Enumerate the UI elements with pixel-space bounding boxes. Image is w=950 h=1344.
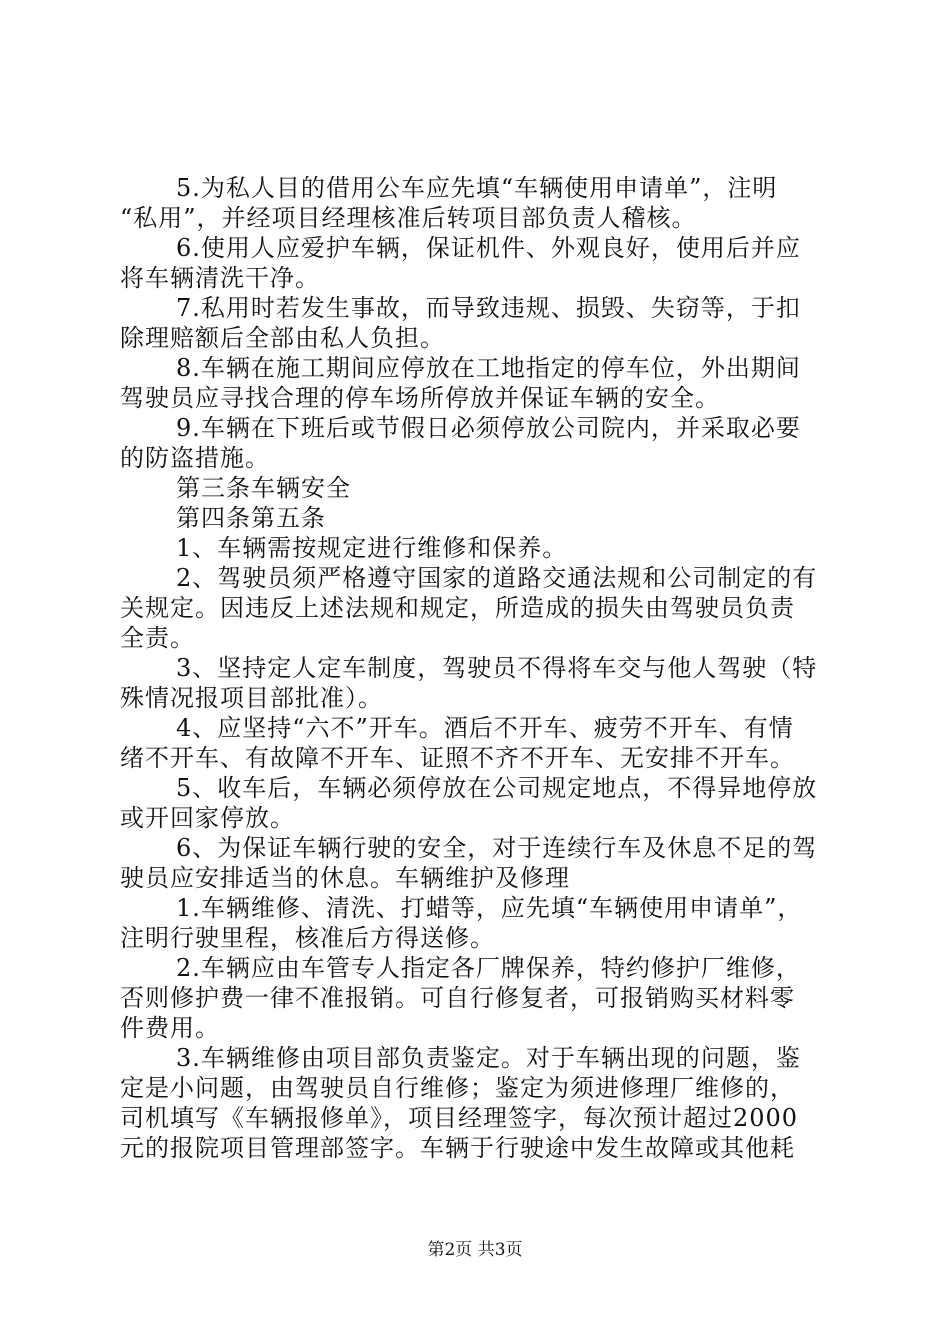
text-line: 件费用。 <box>120 1014 220 1042</box>
text-line: 注明行驶里程，核准后方得送修。 <box>120 924 495 952</box>
text-line: 5.为私人目的借用公车应先填“车辆使用申请单”，注明 <box>176 174 778 202</box>
text-line: 7.私用时若发生事故，而导致违规、损毁、失窃等，于扣 <box>176 294 801 322</box>
text-line: 殊情况报项目部批准）。 <box>120 684 383 712</box>
text-line: 第四条第五条 <box>176 504 326 532</box>
text-line: 的防盗措施。 <box>120 444 270 472</box>
text-line: 2、驾驶员须严格遵守国家的道路交通法规和公司制定的有 <box>176 564 818 592</box>
document-body <box>120 173 832 1163</box>
text-line: 否则修护费一律不准报销。可自行修复者，可报销购买材料零 <box>120 984 795 1012</box>
text-line: 全责。 <box>120 624 195 652</box>
text-line: “私用”，并经项目经理核准后转项目部负责人稽核。 <box>120 204 697 232</box>
text-line: 3.车辆维修由项目部负责鉴定。对于车辆出现的问题，鉴 <box>176 1044 801 1072</box>
text-line: 元的报院项目管理部签字。车辆于行驶途中发生故障或其他耗 <box>120 1134 795 1162</box>
text-line: 6、为保证车辆行驶的安全，对于连续行车及休息不足的驾 <box>176 834 818 862</box>
text-line: 1、车辆需按规定进行维修和保养。 <box>176 534 568 562</box>
text-line: 除理赔额后全部由私人负担。 <box>120 324 445 352</box>
text-line: 绪不开车、有故障不开车、证照不齐不开车、无安排不开车。 <box>120 744 795 772</box>
text-line: 驾驶员应寻找合理的停车场所停放并保证车辆的安全。 <box>120 384 720 412</box>
page-footer: 第2页 共3页 <box>427 1240 523 1260</box>
text-line: 2.车辆应由车管专人指定各厂牌保养，特约修护厂维修， <box>176 954 801 982</box>
text-line: 4、应坚持“六不”开车。酒后不开车、疲劳不开车、有情 <box>176 714 794 742</box>
text-line: 8.车辆在施工期间应停放在工地指定的停车位，外出期间 <box>176 354 801 382</box>
text-line: 5、收车后，车辆必须停放在公司规定地点，不得异地停放 <box>176 774 818 802</box>
text-line: 第三条车辆安全 <box>176 474 351 502</box>
text-line: 驶员应安排适当的休息。车辆维护及修理 <box>120 864 570 892</box>
text-line: 6.使用人应爱护车辆，保证机件、外观良好，使用后并应 <box>176 234 801 262</box>
text-line: 3、坚持定人定车制度，驾驶员不得将车交与他人驾驶（特 <box>176 654 818 682</box>
text-line: 司机填写《车辆报修单》，项目经理签字，每次预计超过2000 <box>120 1104 799 1132</box>
text-line: 1.车辆维修、清洗、打蜡等，应先填“车辆使用申请单”， <box>176 894 803 922</box>
text-line: 或开回家停放。 <box>120 804 295 832</box>
text-line: 将车辆清洗干净。 <box>120 264 320 292</box>
text-line: 9.车辆在下班后或节假日必须停放公司院内，并采取必要 <box>176 414 801 442</box>
text-line: 关规定。因违反上述法规和规定，所造成的损失由驾驶员负责 <box>120 594 795 622</box>
text-line: 定是小问题，由驾驶员自行维修；鉴定为须进修理厂维修的， <box>120 1074 795 1102</box>
